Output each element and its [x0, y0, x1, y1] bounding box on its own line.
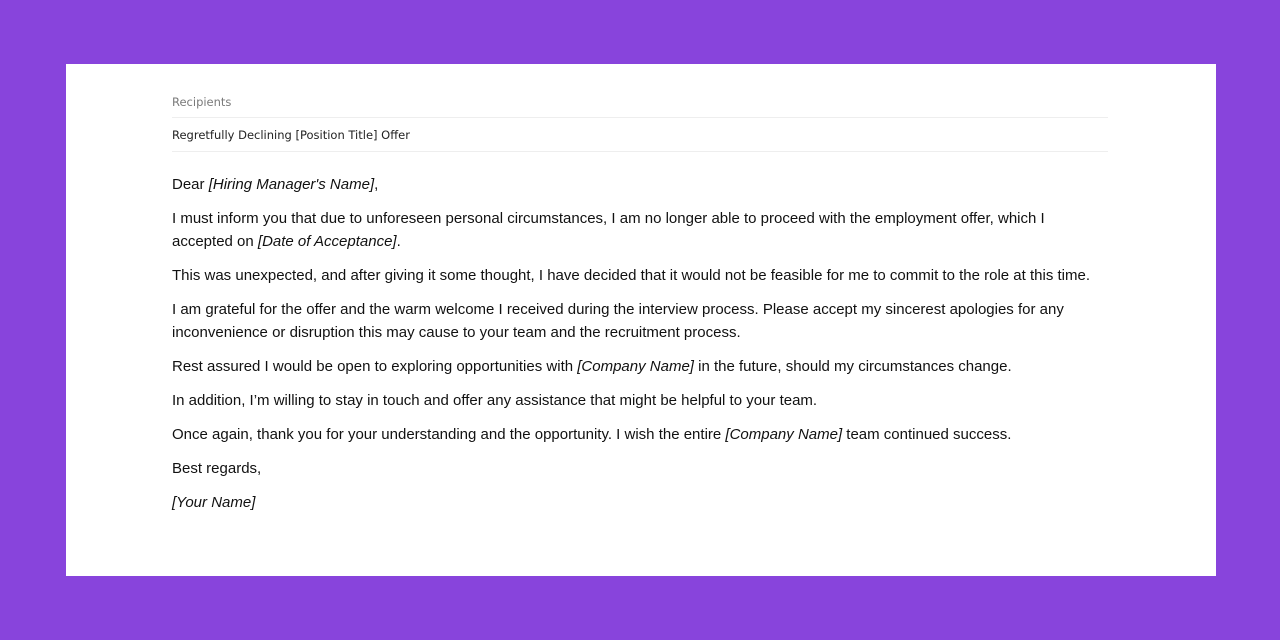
paragraph-4-text: Rest assured I would be open to exploring opportunities with [172, 358, 578, 375]
date-of-acceptance-placeholder: [Date of Acceptance] [257, 233, 397, 250]
company-name-placeholder-2: [Company Name] [725, 426, 843, 443]
compose-window [172, 86, 1108, 525]
paragraph-6-text: Once again, thank you for your understanding and the opportunity. I wish the entire [172, 426, 726, 443]
hiring-manager-placeholder: [Hiring Manager's Name] [208, 176, 375, 193]
signature [172, 491, 1108, 514]
paragraph-1 [172, 207, 1108, 253]
paragraph-4 [172, 355, 1108, 378]
paragraph-4-end: in the future, should my circumstances change. [693, 358, 1012, 375]
email-compose-card [66, 64, 1216, 576]
paragraph-1-text: I must inform you that due to unforeseen personal circumstances, I am no longer able to proceed with the employment offer, which I accepted on [172, 210, 1045, 250]
recipients-placeholder: Recipients [172, 94, 232, 109]
paragraph-5: In addition, I’m willing to stay in touch and offer any assistance that might be helpful to your team. [172, 392, 818, 409]
your-name-placeholder: [Your Name] [172, 494, 256, 511]
message-body[interactable] [172, 173, 1108, 514]
subject-field[interactable] [172, 118, 1108, 152]
greeting-suffix: , [374, 176, 379, 193]
closing: Best regards, [172, 460, 262, 477]
paragraph-1-end: . [396, 233, 401, 250]
paragraph-6 [172, 423, 1108, 446]
greeting [172, 173, 1108, 196]
subject-text: Regretfully Declining [Position Title] Offer [172, 127, 410, 142]
greeting-prefix: Dear [172, 176, 209, 193]
recipients-field[interactable] [172, 86, 1108, 118]
paragraph-2: This was unexpected, and after giving it some thought, I have decided that it would not be feasible for me to commit to the role at this time. [172, 267, 1090, 284]
paragraph-3: I am grateful for the offer and the warm welcome I received during the interview process. Please accept my sincerest apologies for any inconvenience or disruption this may cause to your team and the recruitment process. [172, 301, 1064, 341]
company-name-placeholder: [Company Name] [577, 358, 694, 375]
paragraph-6-end: team continued success. [842, 426, 1012, 443]
